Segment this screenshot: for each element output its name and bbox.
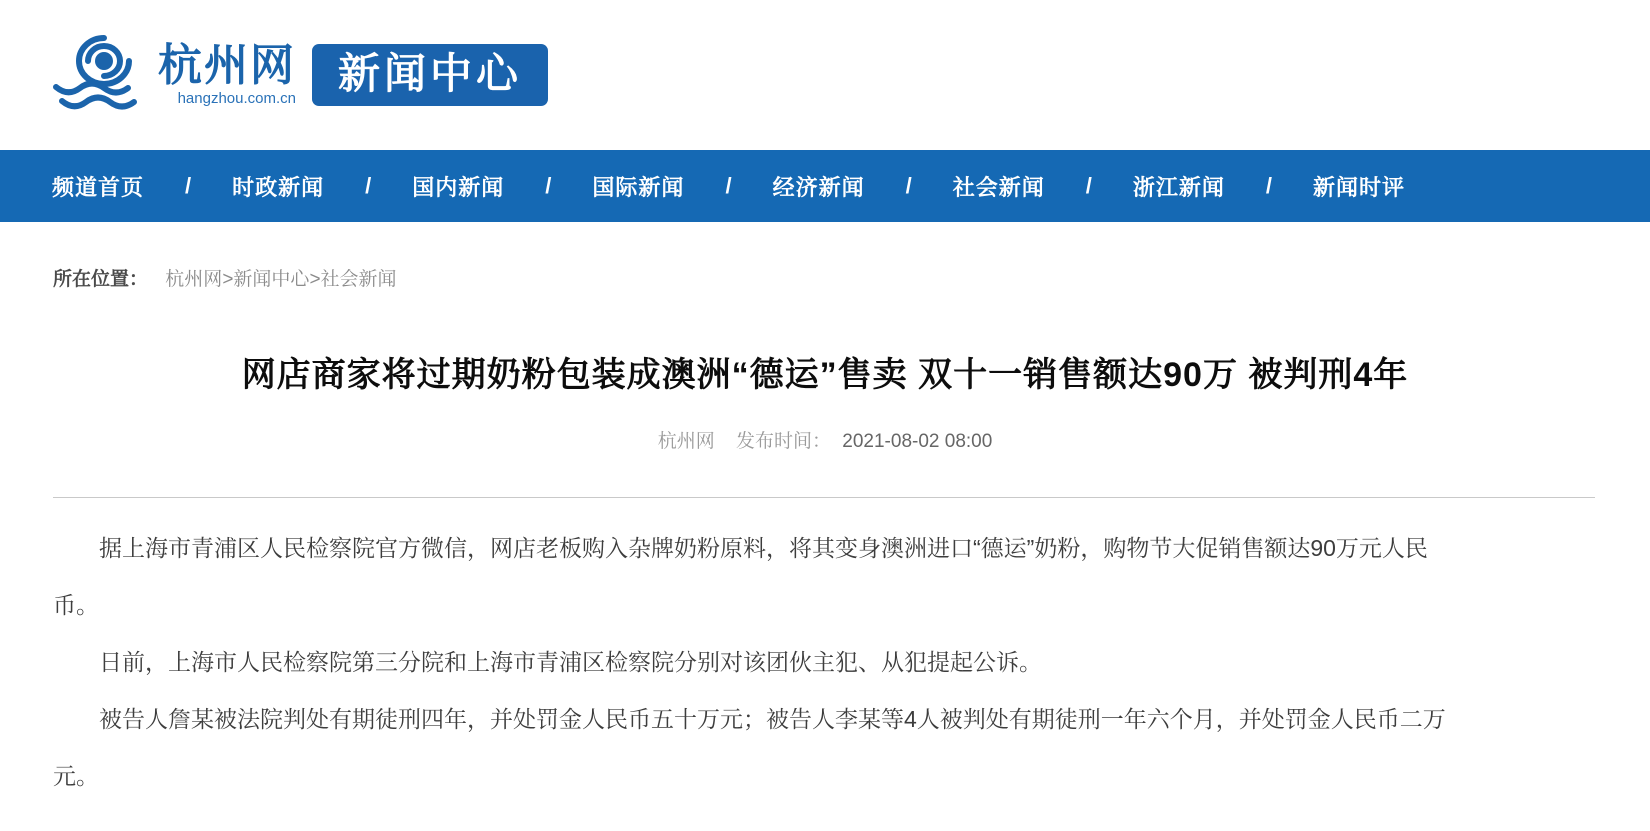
title-body-divider <box>53 497 1595 498</box>
site-name: 杭州网 <box>158 40 296 90</box>
nav-item-zhejiang-news[interactable]: 浙江新闻 <box>1132 174 1225 200</box>
breadcrumb <box>53 264 1650 291</box>
nav-item-society-news[interactable]: 社会新闻 <box>952 174 1045 200</box>
nav-item-domestic-news[interactable]: 国内新闻 <box>412 174 505 200</box>
nav-separator: / <box>365 173 372 198</box>
breadcrumb-link-news-center[interactable]: 新闻中心 <box>233 269 310 290</box>
article-main <box>0 347 1650 805</box>
news-center-badge[interactable]: 新闻中心 <box>312 44 548 106</box>
article-title: 网店商家将过期奶粉包装成澳洲“德运”售卖 双十一销售额达90万 被判刑4年 <box>241 356 1409 394</box>
nav-separator: / <box>185 173 192 198</box>
nav-item-international-news[interactable]: 国际新闻 <box>592 174 685 200</box>
breadcrumb-label: 所在位置： <box>53 269 149 290</box>
nav-separator: / <box>1265 173 1272 198</box>
nav-separator: / <box>545 173 552 198</box>
breadcrumb-separator: > <box>309 269 321 290</box>
nav-item-news-commentary[interactable]: 新闻时评 <box>1312 174 1405 200</box>
breadcrumb-link-society-news[interactable]: 社会新闻 <box>320 269 397 290</box>
article-byline <box>0 426 1650 453</box>
publish-time-label: 发布时间： <box>735 431 831 452</box>
article-body <box>53 520 1463 805</box>
nav-item-economic-news[interactable]: 经济新闻 <box>772 174 865 200</box>
nav-item-politics-news[interactable]: 时政新闻 <box>232 174 325 200</box>
article-source: 杭州网 <box>657 431 715 452</box>
site-url: hangzhou.com.cn <box>177 89 296 107</box>
nav-separator: / <box>905 173 912 198</box>
site-logo-link[interactable] <box>46 33 296 118</box>
nav-item-channel-home[interactable]: 频道首页 <box>52 174 145 200</box>
logo-text <box>158 40 296 107</box>
main-navbar <box>0 150 1650 222</box>
nav-separator: / <box>1085 173 1092 198</box>
nav-separator: / <box>725 173 732 198</box>
site-header <box>0 0 1650 150</box>
article-paragraph: 被告人詹某被法院判处有期徒刑四年，并处罚金人民币五十万元；被告人李某等4人被判处有期徒刑一年六个月，并处罚金人民币二万元。 <box>53 706 1446 789</box>
breadcrumb-link-hangzhou[interactable]: 杭州网 <box>165 269 223 290</box>
publish-time-value: 2021-08-02 08:00 <box>842 431 993 452</box>
hangzhou-logo-icon <box>46 33 150 118</box>
breadcrumb-separator: > <box>222 269 234 290</box>
article-paragraph: 日前，上海市人民检察院第三分院和上海市青浦区检察院分别对该团伙主犯、从犯提起公诉。 <box>99 649 1042 675</box>
article-paragraph: 据上海市青浦区人民检察院官方微信，网店老板购入杂牌奶粉原料，将其变身澳洲进口“德运”奶粉，购物节大促销售额达90万元人民币。 <box>53 535 1428 618</box>
